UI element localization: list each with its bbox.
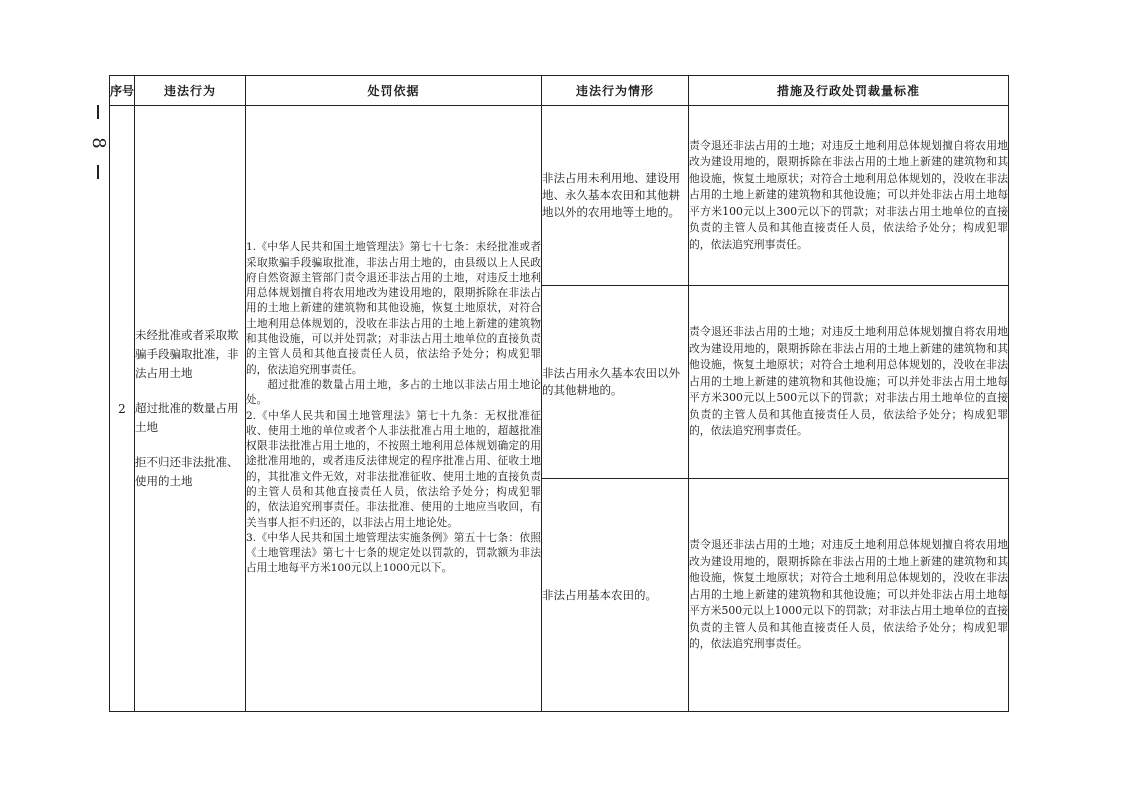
situation-cell: 非法占用未利用地、建设用地、永久基本农田和其他耕地以外的农用地等土地的。 — [542, 106, 689, 286]
act-item: 未经批准或者采取欺骗手段骗取批准，非法占用土地 — [135, 328, 239, 380]
table-header-row — [110, 76, 1009, 106]
row-basis — [246, 106, 542, 712]
penalty-table — [109, 75, 1009, 712]
header-situation: 违法行为情形 — [542, 76, 689, 106]
header-basis: 处罚依据 — [246, 76, 542, 106]
page-number — [88, 105, 110, 185]
row-seq: 2 — [110, 106, 135, 712]
standard-cell: 责令退还非法占用的土地；对违反土地利用总体规划擅自将农用地改为建设用地的，限期拆除在非法占用的土地上新建的建筑物和其他设施，恢复土地原状；对符合土地利用总体规划的，没收在非法占用的土地上新建的建筑物和其他设施；可以并处非法占用土地每平方米300元以上500元以下的罚款；对非法占用土地单位的直接负责的主管人员和其他直接责任人员，依法给予处分；构成犯罪的，依法追究刑事责任。 — [689, 286, 1009, 479]
situation-cell: 非法占用永久基本农田以外的其他耕地的。 — [542, 286, 689, 479]
page-number-dash-top — [97, 105, 99, 119]
act-item: 超过批准的数量占用土地 — [135, 401, 239, 434]
act-item: 拒不归还非法批准、使用的土地 — [135, 455, 239, 488]
header-seq: 序号 — [110, 76, 135, 106]
header-act: 违法行为 — [135, 76, 246, 106]
situation-cell: 非法占用基本农田的。 — [542, 479, 689, 712]
header-standard: 措施及行政处罚裁量标准 — [689, 76, 1009, 106]
standard-cell: 责令退还非法占用的土地；对违反土地利用总体规划擅自将农用地改为建设用地的，限期拆除在非法占用的土地上新建的建筑物和其他设施，恢复土地原状；对符合土地利用总体规划的，没收在非法占用的土地上新建的建筑物和其他设施；可以并处非法占用土地每平方米500元以上1000元以下的罚款；对非法占用土地单位的直接负责的主管人员和其他直接责任人员，依法给予处分；构成犯罪的，依法追究刑事责任。 — [689, 479, 1009, 712]
table-row — [110, 106, 1009, 286]
basis-paragraph: 超过批准的数量占用土地，多占的土地以非法占用土地论处。 — [246, 378, 541, 407]
standard-cell: 责令退还非法占用的土地；对违反土地利用总体规划擅自将农用地改为建设用地的，限期拆除在非法占用的土地上新建的建筑物和其他设施，恢复土地原状；对符合土地利用总体规划的，没收在非法占用的土地上新建的建筑物和其他设施；可以并处非法占用土地每平方米100元以上300元以下的罚款；对非法占用土地单位的直接负责的主管人员和其他直接责任人员，依法给予处分；构成犯罪的，依法追究刑事责任。 — [689, 106, 1009, 286]
basis-paragraph: 1.《中华人民共和国土地管理法》第七十七条：未经批准或者采取欺骗手段骗取批准，非法占用土地的，由县级以上人民政府自然资源主管部门责令退还非法占用的土地，对违反土地利用总体规划擅自将农用地改为建设用地的，限期拆除在非法占用的土地上新建的建筑物和其他设施，恢复土地原状，对符合土地利用总体规划的，没收在非法占用的土地上新建的建筑物和其他设施，可以并处罚款；对非法占用土地单位的直接负责的主管人员和其他直接责任人员，依法给予处分；构成犯罪的，依法追究刑事责任。 — [246, 241, 541, 376]
row-acts — [135, 106, 246, 712]
basis-paragraph: 3.《中华人民共和国土地管理法实施条例》第五十七条：依照《土地管理法》第七十七条的规定处以罚款的，罚款额为非法占用土地每平方米100元以上1000元以下。 — [246, 531, 541, 575]
page-number-dash-bottom — [97, 165, 99, 179]
basis-paragraph: 2.《中华人民共和国土地管理法》第七十九条：无权批准征收、使用土地的单位或者个人非法批准占用土地的，超越批准权限非法批准占用土地的，不按照土地利用总体规划确定的用途批准用地的，或者违反法律规定的程序批准占用、征收土地的，其批准文件无效，对非法批准征收、使用土地的直接负责的主管人员和其他直接责任人员，依法给予处分；构成犯罪的，依法追究刑事责任。非法批准、使用的土地应当收回，有关当事人拒不归还的，以非法占用土地论处。 — [246, 409, 541, 529]
page-number-value: 8 — [88, 137, 110, 149]
